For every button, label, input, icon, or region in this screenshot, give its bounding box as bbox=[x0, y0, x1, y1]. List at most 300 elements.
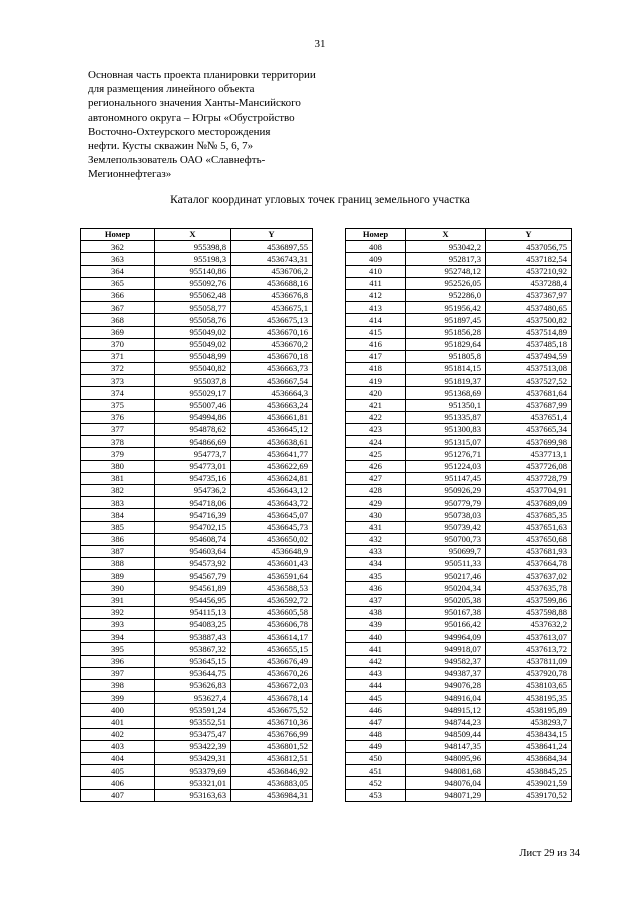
table-row bbox=[346, 253, 572, 265]
table-row bbox=[81, 692, 313, 704]
x-coordinate-cell: 955049,02 bbox=[155, 326, 231, 338]
point-number-cell: 439 bbox=[346, 619, 406, 631]
y-coordinate-cell: 4536672,03 bbox=[231, 679, 313, 691]
y-coordinate-cell: 4536670,16 bbox=[231, 326, 313, 338]
table-row bbox=[81, 533, 313, 545]
table-row bbox=[81, 558, 313, 570]
y-coordinate-cell: 4536643,72 bbox=[231, 497, 313, 509]
table-row bbox=[81, 619, 313, 631]
table-row bbox=[81, 643, 313, 655]
y-coordinate-cell: 4538195,35 bbox=[486, 692, 572, 704]
x-coordinate-cell: 954608,74 bbox=[155, 533, 231, 545]
x-coordinate-cell: 948076,04 bbox=[406, 777, 486, 789]
point-number-cell: 425 bbox=[346, 448, 406, 460]
point-number-cell: 430 bbox=[346, 509, 406, 521]
point-number-cell: 426 bbox=[346, 460, 406, 472]
table-row bbox=[346, 265, 572, 277]
point-number-cell: 397 bbox=[81, 667, 155, 679]
y-coordinate-cell: 4537288,4 bbox=[486, 277, 572, 289]
point-number-cell: 403 bbox=[81, 740, 155, 752]
x-coordinate-cell: 953552,51 bbox=[155, 716, 231, 728]
x-coordinate-cell: 948147,35 bbox=[406, 740, 486, 752]
x-coordinate-cell: 955058,77 bbox=[155, 302, 231, 314]
y-coordinate-cell: 4537637,02 bbox=[486, 570, 572, 582]
y-coordinate-cell: 4537632,2 bbox=[486, 619, 572, 631]
y-coordinate-cell: 4537699,98 bbox=[486, 436, 572, 448]
y-coordinate-cell: 4536670,2 bbox=[231, 338, 313, 350]
x-coordinate-cell: 951805,8 bbox=[406, 350, 486, 362]
table-row bbox=[346, 570, 572, 582]
point-number-cell: 453 bbox=[346, 789, 406, 801]
sheet-footer: Лист 29 из 34 bbox=[519, 848, 580, 859]
table-row bbox=[346, 777, 572, 789]
x-coordinate-cell: 951224,03 bbox=[406, 460, 486, 472]
table-row bbox=[81, 302, 313, 314]
y-coordinate-cell: 4536984,31 bbox=[231, 789, 313, 801]
x-coordinate-cell: 953645,15 bbox=[155, 655, 231, 667]
y-coordinate-cell: 4537527,52 bbox=[486, 375, 572, 387]
y-coordinate-cell: 4536661,81 bbox=[231, 411, 313, 423]
point-number-cell: 381 bbox=[81, 472, 155, 484]
table-header-row bbox=[346, 229, 572, 241]
table-row bbox=[81, 314, 313, 326]
x-coordinate-cell: 955037,8 bbox=[155, 375, 231, 387]
point-number-cell: 399 bbox=[81, 692, 155, 704]
y-coordinate-cell: 4536743,31 bbox=[231, 253, 313, 265]
table-row bbox=[346, 509, 572, 521]
x-coordinate-cell: 955040,82 bbox=[155, 363, 231, 375]
table-row bbox=[346, 302, 572, 314]
x-coordinate-cell: 950738,03 bbox=[406, 509, 486, 521]
point-number-cell: 366 bbox=[81, 289, 155, 301]
table-row bbox=[81, 679, 313, 691]
table-row bbox=[346, 619, 572, 631]
point-number-cell: 392 bbox=[81, 606, 155, 618]
header-line: нефти. Кусты скважин №№ 5, 6, 7» bbox=[88, 140, 254, 153]
y-coordinate-cell: 4537500,82 bbox=[486, 314, 572, 326]
table-row bbox=[346, 521, 572, 533]
table-row bbox=[346, 411, 572, 423]
x-coordinate-cell: 953887,43 bbox=[155, 631, 231, 643]
table-row bbox=[81, 509, 313, 521]
y-coordinate-cell: 4536650,02 bbox=[231, 533, 313, 545]
x-coordinate-cell: 953626,83 bbox=[155, 679, 231, 691]
point-number-cell: 369 bbox=[81, 326, 155, 338]
x-coordinate-cell: 953867,32 bbox=[155, 643, 231, 655]
table-row bbox=[81, 289, 313, 301]
table-row bbox=[81, 777, 313, 789]
y-coordinate-cell: 4536601,43 bbox=[231, 558, 313, 570]
table-row bbox=[346, 424, 572, 436]
point-number-cell: 393 bbox=[81, 619, 155, 631]
y-coordinate-cell: 4537613,07 bbox=[486, 631, 572, 643]
point-number-cell: 451 bbox=[346, 765, 406, 777]
point-number-cell: 398 bbox=[81, 679, 155, 691]
table-row bbox=[81, 667, 313, 679]
table-row bbox=[346, 740, 572, 752]
point-number-cell: 372 bbox=[81, 363, 155, 375]
y-coordinate-cell: 4537514,89 bbox=[486, 326, 572, 338]
header-line: Землепользователь ОАО «Славнефть- bbox=[88, 154, 266, 167]
y-coordinate-cell: 4536897,55 bbox=[231, 241, 313, 253]
coordinates-table-left bbox=[80, 228, 313, 802]
point-number-cell: 362 bbox=[81, 241, 155, 253]
x-coordinate-cell: 954773,7 bbox=[155, 448, 231, 460]
column-header-x: X bbox=[155, 229, 231, 241]
y-coordinate-cell: 4537681,64 bbox=[486, 387, 572, 399]
point-number-cell: 404 bbox=[81, 753, 155, 765]
y-coordinate-cell: 4536638,61 bbox=[231, 436, 313, 448]
point-number-cell: 363 bbox=[81, 253, 155, 265]
table-row bbox=[346, 716, 572, 728]
x-coordinate-cell: 950699,7 bbox=[406, 545, 486, 557]
table-row bbox=[81, 655, 313, 667]
y-coordinate-cell: 4537613,72 bbox=[486, 643, 572, 655]
x-coordinate-cell: 951897,45 bbox=[406, 314, 486, 326]
table-row bbox=[346, 399, 572, 411]
table-row bbox=[346, 277, 572, 289]
table-row bbox=[346, 350, 572, 362]
point-number-cell: 411 bbox=[346, 277, 406, 289]
y-coordinate-cell: 4536643,12 bbox=[231, 484, 313, 496]
column-header-x: X bbox=[406, 229, 486, 241]
column-header-y: Y bbox=[231, 229, 313, 241]
table-row bbox=[346, 460, 572, 472]
point-number-cell: 394 bbox=[81, 631, 155, 643]
y-coordinate-cell: 4538641,24 bbox=[486, 740, 572, 752]
table-title: Каталог координат угловых точек границ земельного участка bbox=[170, 194, 470, 206]
x-coordinate-cell: 948915,12 bbox=[406, 704, 486, 716]
header-line: автономного округа – Югры «Обустройство bbox=[88, 111, 295, 124]
y-coordinate-cell: 4536710,36 bbox=[231, 716, 313, 728]
y-coordinate-cell: 4537811,09 bbox=[486, 655, 572, 667]
point-number-cell: 368 bbox=[81, 314, 155, 326]
point-number-cell: 438 bbox=[346, 606, 406, 618]
point-number-cell: 378 bbox=[81, 436, 155, 448]
x-coordinate-cell: 954561,89 bbox=[155, 582, 231, 594]
y-coordinate-cell: 4537713,1 bbox=[486, 448, 572, 460]
table-row bbox=[81, 484, 313, 496]
x-coordinate-cell: 955029,17 bbox=[155, 387, 231, 399]
table-row bbox=[81, 363, 313, 375]
x-coordinate-cell: 950167,38 bbox=[406, 606, 486, 618]
y-coordinate-cell: 4538195,89 bbox=[486, 704, 572, 716]
point-number-cell: 400 bbox=[81, 704, 155, 716]
x-coordinate-cell: 955140,86 bbox=[155, 265, 231, 277]
point-number-cell: 384 bbox=[81, 509, 155, 521]
table-row bbox=[346, 363, 572, 375]
header-line: Основная часть проекта планировки территории bbox=[88, 69, 316, 81]
x-coordinate-cell: 951956,42 bbox=[406, 302, 486, 314]
point-number-cell: 395 bbox=[81, 643, 155, 655]
y-coordinate-cell: 4536591,64 bbox=[231, 570, 313, 582]
x-coordinate-cell: 950511,33 bbox=[406, 558, 486, 570]
table-row bbox=[346, 582, 572, 594]
table-row bbox=[346, 314, 572, 326]
point-number-cell: 436 bbox=[346, 582, 406, 594]
table-row bbox=[81, 789, 313, 801]
point-number-cell: 390 bbox=[81, 582, 155, 594]
x-coordinate-cell: 955049,02 bbox=[155, 338, 231, 350]
table-row bbox=[346, 448, 572, 460]
x-coordinate-cell: 955092,76 bbox=[155, 277, 231, 289]
y-coordinate-cell: 4537664,78 bbox=[486, 558, 572, 570]
y-coordinate-cell: 4537651,63 bbox=[486, 521, 572, 533]
table-row bbox=[346, 533, 572, 545]
y-coordinate-cell: 4536766,99 bbox=[231, 728, 313, 740]
point-number-cell: 443 bbox=[346, 667, 406, 679]
y-coordinate-cell: 4536675,13 bbox=[231, 314, 313, 326]
point-number-cell: 382 bbox=[81, 484, 155, 496]
y-coordinate-cell: 4536675,1 bbox=[231, 302, 313, 314]
y-coordinate-cell: 4536678,14 bbox=[231, 692, 313, 704]
point-number-cell: 418 bbox=[346, 363, 406, 375]
point-number-cell: 448 bbox=[346, 728, 406, 740]
table-row bbox=[346, 558, 572, 570]
point-number-cell: 380 bbox=[81, 460, 155, 472]
x-coordinate-cell: 951814,15 bbox=[406, 363, 486, 375]
point-number-cell: 435 bbox=[346, 570, 406, 582]
table-row bbox=[81, 521, 313, 533]
y-coordinate-cell: 4537599,86 bbox=[486, 594, 572, 606]
y-coordinate-cell: 4537635,78 bbox=[486, 582, 572, 594]
y-coordinate-cell: 4538684,34 bbox=[486, 753, 572, 765]
coordinates-table-right bbox=[345, 228, 572, 802]
point-number-cell: 386 bbox=[81, 533, 155, 545]
y-coordinate-cell: 4537367,97 bbox=[486, 289, 572, 301]
y-coordinate-cell: 4537689,09 bbox=[486, 497, 572, 509]
point-number-cell: 408 bbox=[346, 241, 406, 253]
point-number-cell: 413 bbox=[346, 302, 406, 314]
table-row bbox=[346, 679, 572, 691]
x-coordinate-cell: 951335,87 bbox=[406, 411, 486, 423]
point-number-cell: 377 bbox=[81, 424, 155, 436]
y-coordinate-cell: 4536622,69 bbox=[231, 460, 313, 472]
x-coordinate-cell: 954456,95 bbox=[155, 594, 231, 606]
x-coordinate-cell: 953644,75 bbox=[155, 667, 231, 679]
x-coordinate-cell: 951276,71 bbox=[406, 448, 486, 460]
table-row bbox=[81, 545, 313, 557]
y-coordinate-cell: 4537704,91 bbox=[486, 484, 572, 496]
x-coordinate-cell: 954718,06 bbox=[155, 497, 231, 509]
table-row bbox=[346, 765, 572, 777]
point-number-cell: 447 bbox=[346, 716, 406, 728]
point-number-cell: 421 bbox=[346, 399, 406, 411]
table-row bbox=[81, 740, 313, 752]
table-row bbox=[346, 606, 572, 618]
x-coordinate-cell: 953591,24 bbox=[155, 704, 231, 716]
table-row bbox=[81, 387, 313, 399]
column-header-number: Номер bbox=[346, 229, 406, 241]
y-coordinate-cell: 4536883,05 bbox=[231, 777, 313, 789]
x-coordinate-cell: 954866,69 bbox=[155, 436, 231, 448]
table-row bbox=[346, 655, 572, 667]
table-row bbox=[81, 448, 313, 460]
page-number: 31 bbox=[314, 38, 326, 50]
point-number-cell: 383 bbox=[81, 497, 155, 509]
header-line: регионального значения Ханты-Мансийского bbox=[88, 97, 301, 110]
y-coordinate-cell: 4537056,75 bbox=[486, 241, 572, 253]
x-coordinate-cell: 949964,09 bbox=[406, 631, 486, 643]
table-row bbox=[81, 375, 313, 387]
y-coordinate-cell: 4536663,24 bbox=[231, 399, 313, 411]
y-coordinate-cell: 4536614,17 bbox=[231, 631, 313, 643]
x-coordinate-cell: 951829,64 bbox=[406, 338, 486, 350]
y-coordinate-cell: 4536846,92 bbox=[231, 765, 313, 777]
table-row bbox=[346, 594, 572, 606]
point-number-cell: 409 bbox=[346, 253, 406, 265]
x-coordinate-cell: 953321,01 bbox=[155, 777, 231, 789]
x-coordinate-cell: 948509,44 bbox=[406, 728, 486, 740]
column-header-number: Номер bbox=[81, 229, 155, 241]
x-coordinate-cell: 954115,13 bbox=[155, 606, 231, 618]
y-coordinate-cell: 4538845,25 bbox=[486, 765, 572, 777]
y-coordinate-cell: 4537182,54 bbox=[486, 253, 572, 265]
x-coordinate-cell: 950166,42 bbox=[406, 619, 486, 631]
table-header-row bbox=[81, 229, 313, 241]
table-row bbox=[346, 545, 572, 557]
point-number-cell: 449 bbox=[346, 740, 406, 752]
y-coordinate-cell: 4536670,26 bbox=[231, 667, 313, 679]
point-number-cell: 401 bbox=[81, 716, 155, 728]
x-coordinate-cell: 949387,37 bbox=[406, 667, 486, 679]
point-number-cell: 427 bbox=[346, 472, 406, 484]
point-number-cell: 422 bbox=[346, 411, 406, 423]
x-coordinate-cell: 954878,62 bbox=[155, 424, 231, 436]
table-row bbox=[346, 472, 572, 484]
y-coordinate-cell: 4536605,58 bbox=[231, 606, 313, 618]
y-coordinate-cell: 4537598,88 bbox=[486, 606, 572, 618]
table-row bbox=[346, 667, 572, 679]
y-coordinate-cell: 4537920,78 bbox=[486, 667, 572, 679]
point-number-cell: 414 bbox=[346, 314, 406, 326]
x-coordinate-cell: 953042,2 bbox=[406, 241, 486, 253]
table-row bbox=[81, 570, 313, 582]
y-coordinate-cell: 4537210,92 bbox=[486, 265, 572, 277]
y-coordinate-cell: 4536645,73 bbox=[231, 521, 313, 533]
table-row bbox=[81, 424, 313, 436]
x-coordinate-cell: 949076,28 bbox=[406, 679, 486, 691]
point-number-cell: 387 bbox=[81, 545, 155, 557]
x-coordinate-cell: 953422,39 bbox=[155, 740, 231, 752]
x-coordinate-cell: 952817,3 bbox=[406, 253, 486, 265]
table-row bbox=[81, 497, 313, 509]
table-row bbox=[81, 411, 313, 423]
x-coordinate-cell: 955062,48 bbox=[155, 289, 231, 301]
point-number-cell: 396 bbox=[81, 655, 155, 667]
table-row bbox=[81, 716, 313, 728]
header-line: Восточно-Охтеурского месторождения bbox=[88, 125, 271, 138]
x-coordinate-cell: 951147,45 bbox=[406, 472, 486, 484]
point-number-cell: 389 bbox=[81, 570, 155, 582]
y-coordinate-cell: 4537651,4 bbox=[486, 411, 572, 423]
table-row bbox=[81, 472, 313, 484]
y-coordinate-cell: 4536655,15 bbox=[231, 643, 313, 655]
x-coordinate-cell: 948744,23 bbox=[406, 716, 486, 728]
point-number-cell: 365 bbox=[81, 277, 155, 289]
x-coordinate-cell: 954736,2 bbox=[155, 484, 231, 496]
point-number-cell: 441 bbox=[346, 643, 406, 655]
point-number-cell: 379 bbox=[81, 448, 155, 460]
table-row bbox=[346, 375, 572, 387]
y-coordinate-cell: 4537485,18 bbox=[486, 338, 572, 350]
point-number-cell: 437 bbox=[346, 594, 406, 606]
table-row bbox=[346, 387, 572, 399]
x-coordinate-cell: 953429,31 bbox=[155, 753, 231, 765]
x-coordinate-cell: 948081,68 bbox=[406, 765, 486, 777]
y-coordinate-cell: 4536801,52 bbox=[231, 740, 313, 752]
x-coordinate-cell: 954735,16 bbox=[155, 472, 231, 484]
y-coordinate-cell: 4536645,12 bbox=[231, 424, 313, 436]
point-number-cell: 431 bbox=[346, 521, 406, 533]
table-row bbox=[81, 338, 313, 350]
y-coordinate-cell: 4536667,54 bbox=[231, 375, 313, 387]
y-coordinate-cell: 4536645,07 bbox=[231, 509, 313, 521]
table-row bbox=[81, 399, 313, 411]
y-coordinate-cell: 4536624,81 bbox=[231, 472, 313, 484]
x-coordinate-cell: 955048,99 bbox=[155, 350, 231, 362]
table-row bbox=[81, 265, 313, 277]
point-number-cell: 420 bbox=[346, 387, 406, 399]
table-row bbox=[81, 765, 313, 777]
x-coordinate-cell: 948916,04 bbox=[406, 692, 486, 704]
y-coordinate-cell: 4537685,35 bbox=[486, 509, 572, 521]
x-coordinate-cell: 952526,05 bbox=[406, 277, 486, 289]
y-coordinate-cell: 4539021,59 bbox=[486, 777, 572, 789]
column-header-y: Y bbox=[486, 229, 572, 241]
point-number-cell: 370 bbox=[81, 338, 155, 350]
table-row bbox=[81, 704, 313, 716]
table-row bbox=[346, 241, 572, 253]
header-line: для размещения линейного объекта bbox=[88, 83, 255, 96]
point-number-cell: 402 bbox=[81, 728, 155, 740]
x-coordinate-cell: 955398,8 bbox=[155, 241, 231, 253]
point-number-cell: 375 bbox=[81, 399, 155, 411]
x-coordinate-cell: 950217,46 bbox=[406, 570, 486, 582]
point-number-cell: 406 bbox=[81, 777, 155, 789]
point-number-cell: 410 bbox=[346, 265, 406, 277]
x-coordinate-cell: 953379,69 bbox=[155, 765, 231, 777]
point-number-cell: 440 bbox=[346, 631, 406, 643]
point-number-cell: 432 bbox=[346, 533, 406, 545]
point-number-cell: 450 bbox=[346, 753, 406, 765]
y-coordinate-cell: 4537513,08 bbox=[486, 363, 572, 375]
y-coordinate-cell: 4537726,08 bbox=[486, 460, 572, 472]
y-coordinate-cell: 4536641,77 bbox=[231, 448, 313, 460]
point-number-cell: 416 bbox=[346, 338, 406, 350]
table-row bbox=[346, 631, 572, 643]
y-coordinate-cell: 4536592,72 bbox=[231, 594, 313, 606]
x-coordinate-cell: 953627,4 bbox=[155, 692, 231, 704]
y-coordinate-cell: 4537665,34 bbox=[486, 424, 572, 436]
x-coordinate-cell: 950779,79 bbox=[406, 497, 486, 509]
y-coordinate-cell: 4537681,93 bbox=[486, 545, 572, 557]
x-coordinate-cell: 951315,07 bbox=[406, 436, 486, 448]
x-coordinate-cell: 954773,01 bbox=[155, 460, 231, 472]
point-number-cell: 415 bbox=[346, 326, 406, 338]
x-coordinate-cell: 955058,76 bbox=[155, 314, 231, 326]
y-coordinate-cell: 4536670,18 bbox=[231, 350, 313, 362]
header-line: Мегионнефтегаз» bbox=[88, 168, 172, 181]
point-number-cell: 423 bbox=[346, 424, 406, 436]
table-row bbox=[81, 436, 313, 448]
x-coordinate-cell: 951300,83 bbox=[406, 424, 486, 436]
x-coordinate-cell: 950205,38 bbox=[406, 594, 486, 606]
x-coordinate-cell: 954603,64 bbox=[155, 545, 231, 557]
table-row bbox=[346, 753, 572, 765]
table-row bbox=[81, 728, 313, 740]
x-coordinate-cell: 951350,1 bbox=[406, 399, 486, 411]
